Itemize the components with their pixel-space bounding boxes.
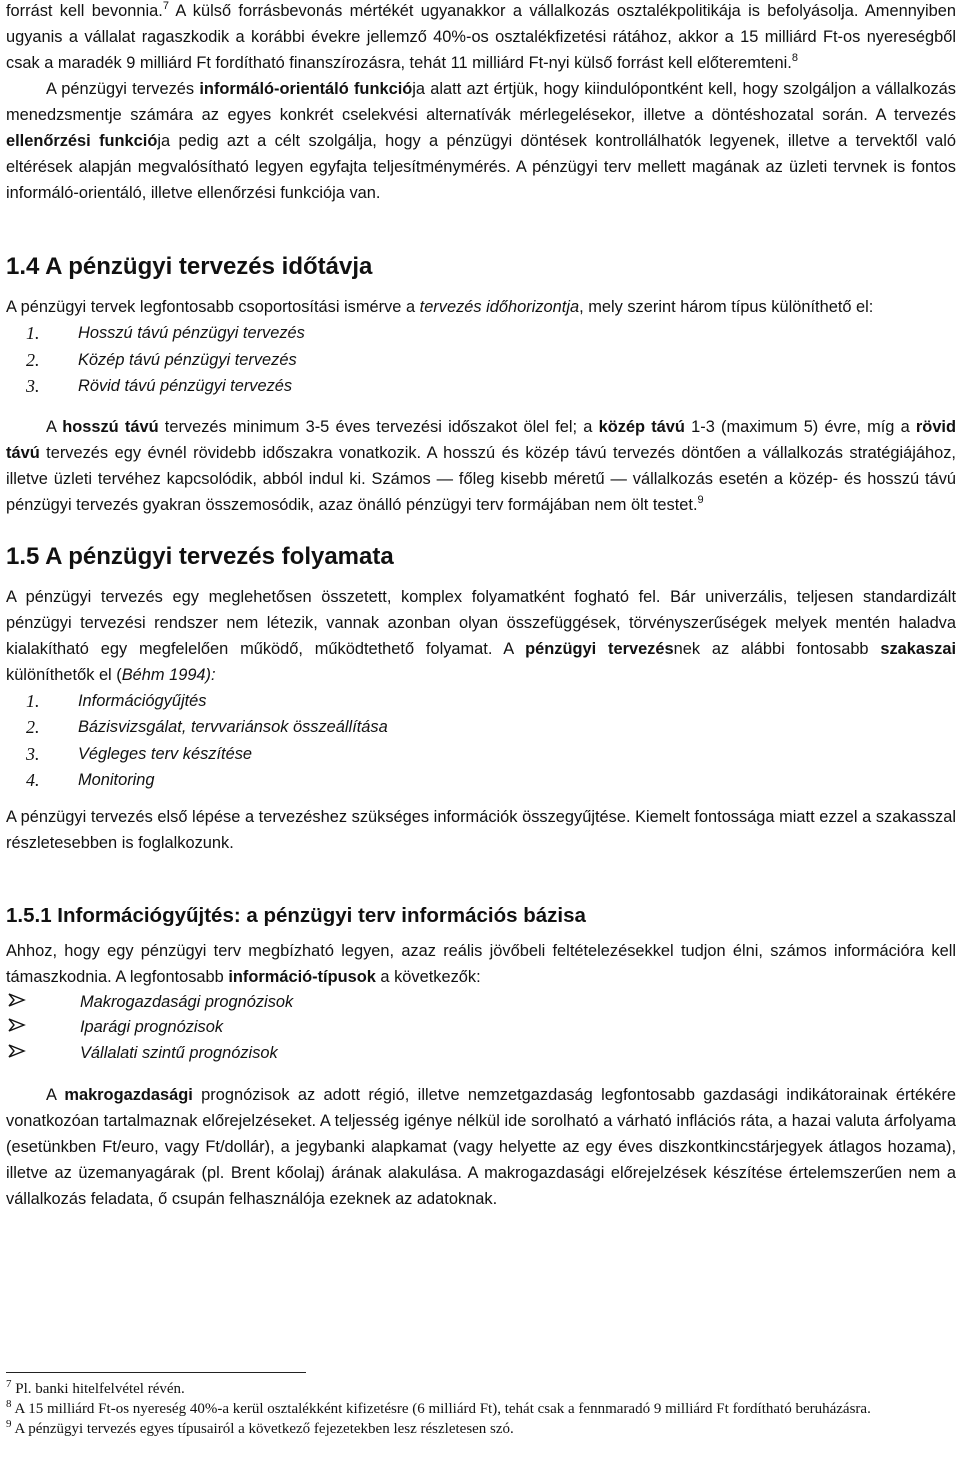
information-paragraph xyxy=(6,938,956,990)
list-text: Hosszú távú pénzügyi tervezés xyxy=(78,324,305,342)
text-run: tervezés minimum 3-5 éves tervezési időszakot ölel fel; a xyxy=(158,417,599,436)
list-number: 3. xyxy=(26,376,40,396)
text-run: a következők: xyxy=(375,967,481,986)
arrowhead-bullet-icon xyxy=(8,990,80,1016)
spacer xyxy=(6,856,956,902)
arrowhead-bullet-icon xyxy=(8,1015,80,1041)
list-item xyxy=(6,688,956,715)
spacer xyxy=(6,930,956,938)
process-paragraph xyxy=(6,584,956,688)
section-heading-1-5-1: 1.5.1 Információgyűjtés: a pénzügyi terv információs bázisa xyxy=(6,903,586,927)
bold-term: ellenőrzési funkció xyxy=(6,132,158,150)
footnote-number: 7 xyxy=(6,1378,12,1390)
text-run: forrást kell bevonnia. xyxy=(6,2,163,20)
footnote-text: Pl. banki hitelfelvétel révén. xyxy=(15,1381,185,1397)
list-text: Bázisvizsgálat, tervvariánsok összeállítása xyxy=(78,718,388,736)
text-run: A pénzügyi tervezés egy meglehetősen összetett, komplex folyamatként fogható fel. Bár univerzális, teljesen standardizált pénzügyi tervezési rendszer nem létezik, vannak azonban olyan összefüggések, törvényszerűségek melyek mentén haladva kialakítható egy megfelelően működő, működtethető folyamat. A xyxy=(6,587,956,658)
footnote-ref-7[interactable]: 7 xyxy=(162,0,169,12)
footnote-number: 8 xyxy=(6,1398,12,1410)
footnote-8 xyxy=(6,1399,956,1419)
list-item xyxy=(6,714,956,741)
list-number: 2. xyxy=(26,717,40,737)
bold-term: szakaszai xyxy=(880,639,957,658)
list-number: 3. xyxy=(26,743,40,764)
timeframe-paragraph xyxy=(6,294,956,320)
process-stage-list xyxy=(6,688,956,794)
bullet-text: Makrogazdasági prognózisok xyxy=(80,992,294,1011)
first-step-paragraph: A pénzügyi tervezés első lépése a tervezéshez szükséges információk összegyűjtése. Kiemelt fontossága miatt ezzel a szakasszal részletesebben is foglalkozunk. xyxy=(6,807,956,852)
text-run: tervezés egy évnél rövidebb időszakra vonatkozik. A hosszú és közép távú tervezés döntően a vállalkozás stratégiájához, illetve üzleti tervéhez kapcsolódik, abból indul ki. Számos — főleg kisebb méretű — vállalkozás esetén a közép- és hosszú távú pénzügyi tervezés gyakran összemosódik, azaz önálló pénzügyi terv formájában nem ölt testet. xyxy=(6,443,956,514)
citation: Béhm 1994): xyxy=(121,665,216,684)
list-text: Közép távú pénzügyi tervezés xyxy=(78,350,297,369)
spacer xyxy=(6,518,956,542)
text-run: A xyxy=(46,417,63,436)
text-run: ja alatt azt értjük, hogy kiindulópontként kell, hogy szolgáljon a vállalkozás menedzsmentje számára az egyes konkrét cselekvési alternatívák mérlegelésekor, illetve a döntéshozatal során. A tervezés xyxy=(6,80,956,124)
bold-term: hosszú távú xyxy=(62,417,159,436)
text-run: A xyxy=(46,1086,65,1104)
footnote-number: 9 xyxy=(6,1418,12,1430)
information-type-list xyxy=(6,990,956,1067)
text-run: különíthetők el ( xyxy=(6,665,122,684)
text-run: nek az alábbi fontosabb xyxy=(673,639,881,658)
spacer xyxy=(6,282,956,294)
list-number: 4. xyxy=(26,770,40,790)
bullet-item xyxy=(6,1041,956,1067)
list-number: 2. xyxy=(26,349,40,370)
footnote-text: A 15 milliárd Ft-os nyereség 40%-a kerül osztalékként kifizetésre (6 milliárd Ft), tehát csak a fennmaradó 9 milliárd Ft fordítható beruházásra. xyxy=(14,1401,871,1417)
section-heading-1-4: 1.4 A pénzügyi tervezés időtávja xyxy=(6,253,373,280)
list-item xyxy=(6,767,956,794)
text-run: A pénzügyi tervezés xyxy=(46,80,200,98)
document-page xyxy=(6,0,956,1212)
list-item xyxy=(6,741,956,768)
footnote-text: A pénzügyi tervezés egyes típusairól a következő fejezetekben lesz részletesen szó. xyxy=(14,1421,514,1437)
text-run: prognózisok az adott régió, illetve nemzetgazdaság legfontosabb gazdasági indikátorainak értékére vonatkozóan tartalmaznak előrejelzéseket. A teljesség igénye nélkül ide sorolható a várható inflációs ráta, a hazai valuta árfolyama (esetünkben Ft/euro, vagy Ft/dollár), a jegybanki alapkamat (vagy helyette az egy éves diszkontkincstárjegyek átlagos hozama), illetve az üzemanyagárak (pl. Brent kőolaj) árának alakulása. A makrogazdasági előrejelzések készítése értelemszerűen nem a vállalkozás feladata, ő csupán felhasználója ezeknek az adatoknak. xyxy=(6,1086,956,1208)
section-heading-1-5: 1.5 A pénzügyi tervezés folyamata xyxy=(6,542,394,570)
timeframe-detail-paragraph xyxy=(6,414,956,518)
list-text: Végleges terv készítése xyxy=(78,744,253,763)
footnote-7 xyxy=(6,1379,956,1399)
footnote-divider xyxy=(6,1372,306,1373)
macro-paragraph xyxy=(6,1082,956,1212)
spacer xyxy=(6,1066,956,1082)
functions-paragraph xyxy=(6,76,956,206)
intro-paragraph xyxy=(6,0,956,76)
footnote-ref-8[interactable]: 8 xyxy=(791,52,798,64)
text-run: A pénzügyi tervek legfontosabb csoportosítási ismérve a xyxy=(6,298,420,316)
italic-term: tervezés időhorizontja xyxy=(419,298,580,316)
list-item xyxy=(6,320,956,347)
spacer xyxy=(6,572,956,584)
text-run: Ahhoz, hogy egy pénzügyi terv megbízható legyen, azaz reális jövőbeli feltételezésekkel tudjon élni, számos információra kell támaszkodnia. A legfontosabb xyxy=(6,941,956,986)
bold-term: közép távú xyxy=(598,417,685,436)
bullet-text: Vállalati szintű prognózisok xyxy=(80,1043,278,1062)
list-number: 1. xyxy=(26,323,40,343)
timeframe-list xyxy=(6,320,956,400)
bullet-item xyxy=(6,1015,956,1041)
list-item xyxy=(6,347,956,374)
bold-term: pénzügyi tervezés xyxy=(525,639,674,658)
list-item xyxy=(6,373,956,400)
list-text: Rövid távú pénzügyi tervezés xyxy=(78,377,293,395)
list-number: 1. xyxy=(26,690,40,711)
spacer xyxy=(6,794,956,804)
bold-term: makrogazdasági xyxy=(64,1086,193,1104)
footnote-ref-9[interactable]: 9 xyxy=(697,493,704,506)
text-run: A külső forrásbevonás mértékét ugyanakkor a vállalkozás osztalékpolitikája is befolyásolja. Amennyiben ugyanis a vállalat ragaszkodik a korábbi évekre jellemző 40%-os osztalékfizetési rátához, akkor a 15 milliárd Ft-os nyereségből csak a maradék 9 milliárd Ft fordítható finanszírozásra, tehát 11 milliárd Ft-nyi külső forrást kell előteremteni. xyxy=(6,2,956,72)
text-run: ja pedig azt a célt szolgálja, hogy a pénzügyi döntések kontrollálhatók legyenek, illetve a tervektől való eltérések alapján megvalósítható legyen egyfajta teljesítménymérés. A pénzügyi terv mellett magának az üzleti tervnek is fontos informáló-orientáló, illetve ellenőrzési funkciója van. xyxy=(6,132,956,202)
bold-term: informáló-orientáló funkció xyxy=(199,80,413,98)
bold-term: rövid távú xyxy=(6,417,956,462)
text-run: , mely szerint három típus különíthető el: xyxy=(579,298,874,316)
bullet-text: Iparági prognózisok xyxy=(80,1018,224,1036)
spacer xyxy=(6,400,956,414)
list-text: Információgyűjtés xyxy=(78,691,207,710)
text-run: 1-3 (maximum 5) évre, míg a xyxy=(684,417,916,436)
bullet-item xyxy=(6,990,956,1016)
footnote-9 xyxy=(6,1419,956,1439)
footnotes xyxy=(6,1372,956,1439)
list-text: Monitoring xyxy=(78,771,155,789)
arrowhead-bullet-icon xyxy=(8,1041,80,1067)
bold-term: információ-típusok xyxy=(228,967,376,986)
spacer xyxy=(6,206,956,252)
